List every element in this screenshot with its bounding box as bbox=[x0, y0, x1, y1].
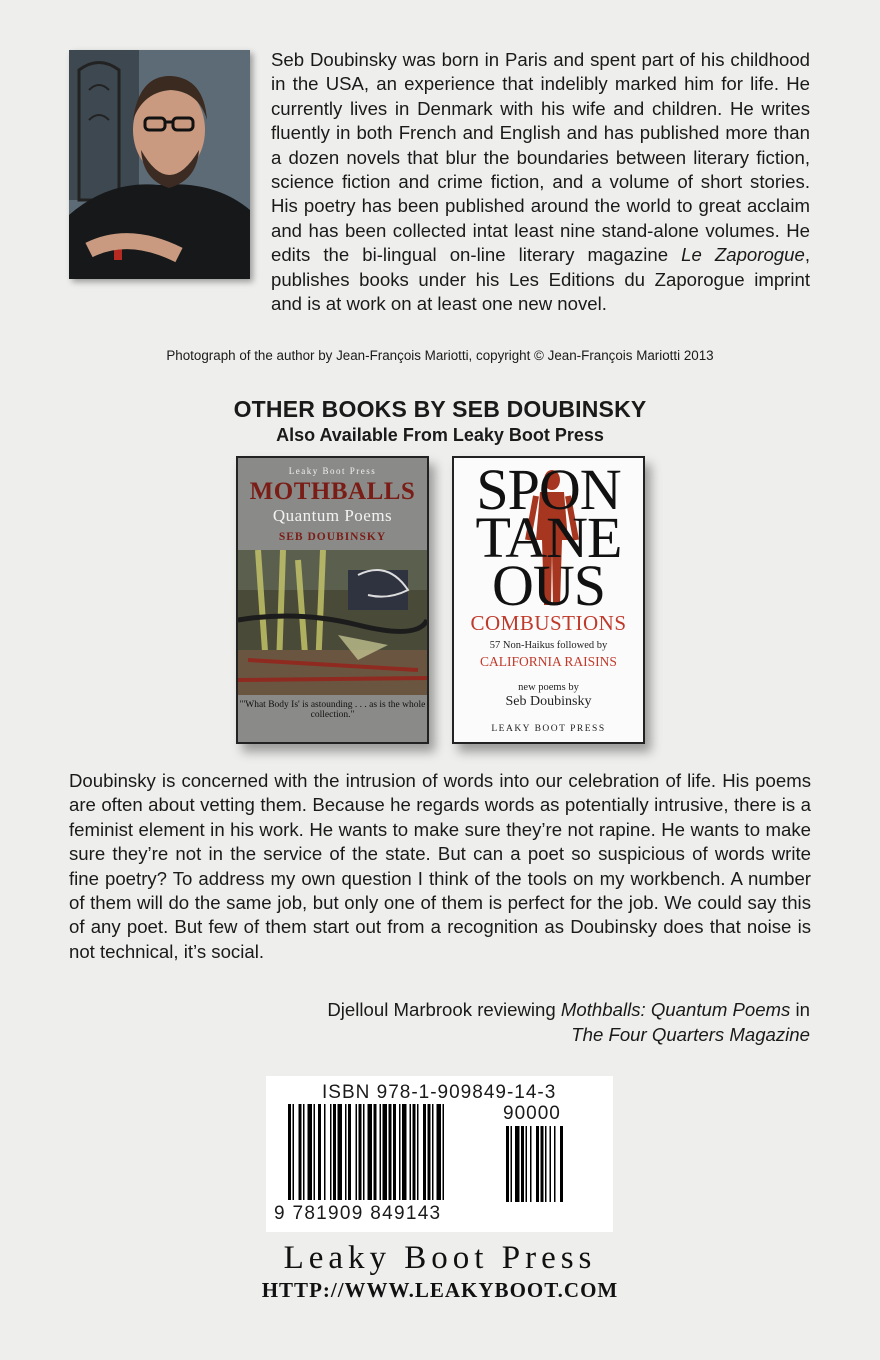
barcode-bar bbox=[413, 1104, 416, 1200]
barcode-bar bbox=[389, 1104, 392, 1200]
barcode-bar bbox=[417, 1104, 419, 1200]
non-haikus-line: 57 Non-Haikus followed by bbox=[489, 640, 608, 651]
barcode-bar bbox=[333, 1104, 336, 1200]
publisher-url[interactable]: HTTP://WWW.LEAKYBOOT.COM bbox=[261, 1278, 619, 1302]
barcode-bar bbox=[432, 1104, 434, 1200]
other-books-subheading: Also Available From Leaky Boot Press bbox=[276, 425, 604, 445]
barcode-bar bbox=[288, 1104, 291, 1200]
title-line-ous: OUS bbox=[491, 553, 606, 618]
book-cover-spontaneous-combustions[interactable] bbox=[452, 456, 645, 744]
reviewed-book-title: Mothballs: Quantum Poems bbox=[560, 999, 791, 1020]
attribution-mid: in bbox=[790, 999, 810, 1020]
barcode-bars bbox=[288, 1104, 603, 1204]
combustions-press: LEAKY BOOT PRESS bbox=[491, 724, 606, 734]
bio-text-start: Seb Doubinsky was born in Paris and spent part of his childhood in the USA, an experience that indelibly marked him for life. He currently lives in Denmark with his wife and children. He writes fluently in both French and English and has published more than a dozen novels that blur the boundaries between literary fiction, science fiction and crime fiction, and a volume of short stories. His poetry has been published around the world to great acclaim and has been collected intat least nine stand-alone volumes. He edits the bi-lingual on-line literary magazine bbox=[271, 49, 810, 266]
barcode-bar bbox=[393, 1104, 396, 1200]
review-attribution-line2 bbox=[210, 1023, 810, 1047]
barcode-bar bbox=[348, 1104, 351, 1200]
california-raisins: CALIFORNIA RAISINS bbox=[480, 654, 617, 669]
photo-caption: Photograph of the author by Jean-François Mariotti, copyright © Jean-François Mariotti 2013 bbox=[166, 348, 714, 363]
combustions-subtitle: COMBUSTIONS bbox=[470, 611, 627, 635]
barcode-bar bbox=[383, 1104, 388, 1200]
price-code: 90000 bbox=[503, 1103, 561, 1124]
barcode-bar bbox=[318, 1104, 321, 1200]
addon-bar bbox=[536, 1126, 539, 1202]
barcode-bar bbox=[330, 1104, 332, 1200]
title-line-tane: TANE bbox=[475, 505, 622, 570]
barcode-bar bbox=[356, 1104, 358, 1200]
combustions-author: Seb Doubinsky bbox=[505, 694, 592, 709]
author-bio bbox=[271, 48, 810, 316]
book-cover-mothballs[interactable] bbox=[236, 456, 429, 744]
title-line-spon: SPON bbox=[476, 457, 621, 522]
barcode-bar bbox=[293, 1104, 295, 1200]
barcode-bar bbox=[303, 1104, 305, 1200]
addon-bar bbox=[511, 1126, 513, 1202]
magazine-title: The Four Quarters Magazine bbox=[571, 1024, 810, 1045]
addon-bar bbox=[560, 1126, 563, 1202]
barcode-bar bbox=[374, 1104, 377, 1200]
barcode-digits: 9 781909 849143 bbox=[274, 1203, 442, 1224]
publisher-name: Leaky Boot Press bbox=[283, 1240, 597, 1276]
bio-text-end: , publishes books under his Les Editions du Zaporogue imprint and is at work on at least one new novel. bbox=[271, 244, 810, 315]
barcode-bar bbox=[299, 1104, 302, 1200]
barcode-bar bbox=[314, 1104, 316, 1200]
review-quote: Doubinsky is concerned with the intrusion of words into our celebration of life. His poems are often about vetting them. Because he regards words as potentially intrusive, there is a feminist element in his work. He wants to make sure they’re not rapine. He wants to make sure they’re not in the service of the state. But can a poet so suspicious of words write fine poetry? To address my own question I think of the tools on my workbench. A number of them will do the same job, but only one of them is perfect for the job. We could say this of any poet. But few of them start out from a recognition as Doubinsky does that noise is not technical, it’s social. bbox=[69, 770, 811, 962]
author-portrait-image bbox=[69, 50, 250, 279]
review-attribution-line1 bbox=[210, 998, 810, 1022]
isbn-number: ISBN 978-1-909849-14-3 bbox=[322, 1082, 557, 1103]
barcode-bar bbox=[402, 1104, 407, 1200]
other-books-heading: OTHER BOOKS BY SEB DOUBINSKY bbox=[233, 396, 647, 422]
barcode-bar bbox=[399, 1104, 401, 1200]
addon-bar bbox=[506, 1126, 509, 1202]
addon-bar bbox=[526, 1126, 528, 1202]
barcode-bar bbox=[428, 1104, 431, 1200]
barcode-bar bbox=[437, 1104, 442, 1200]
barcode-bar bbox=[380, 1104, 382, 1200]
mothballs-cover-painting bbox=[238, 550, 427, 695]
addon-bar bbox=[521, 1126, 524, 1202]
addon-bar bbox=[550, 1126, 552, 1202]
barcode-bar bbox=[338, 1104, 343, 1200]
barcode-bar bbox=[423, 1104, 426, 1200]
attribution-prefix: Djelloul Marbrook reviewing bbox=[327, 999, 561, 1020]
addon-bar bbox=[530, 1126, 532, 1202]
magazine-name: Le Zaporogue bbox=[681, 244, 805, 266]
barcode-bar bbox=[368, 1104, 373, 1200]
addon-bar bbox=[515, 1126, 520, 1202]
mothballs-title: MOTHBALLS bbox=[249, 478, 416, 505]
author-photo bbox=[69, 50, 250, 279]
mothballs-subtitle: Quantum Poems bbox=[272, 506, 393, 525]
barcode-bar bbox=[363, 1104, 365, 1200]
barcode-bar bbox=[410, 1104, 412, 1200]
mothballs-quote: "'What Body Is' is astounding . . . as is the whole collection." bbox=[239, 700, 426, 720]
addon-bar bbox=[554, 1126, 556, 1202]
barcode-bar bbox=[345, 1104, 347, 1200]
mothballs-author: SEB DOUBINSKY bbox=[278, 531, 387, 543]
new-poems-by: new poems by bbox=[518, 682, 579, 693]
addon-bar bbox=[541, 1126, 544, 1202]
barcode-bar bbox=[308, 1104, 313, 1200]
addon-bar bbox=[545, 1126, 547, 1202]
barcode-bar bbox=[324, 1104, 326, 1200]
barcode-bar bbox=[359, 1104, 362, 1200]
mothballs-press: Leaky Boot Press bbox=[288, 466, 377, 476]
barcode-bar bbox=[443, 1104, 445, 1200]
isbn-barcode bbox=[266, 1076, 613, 1232]
